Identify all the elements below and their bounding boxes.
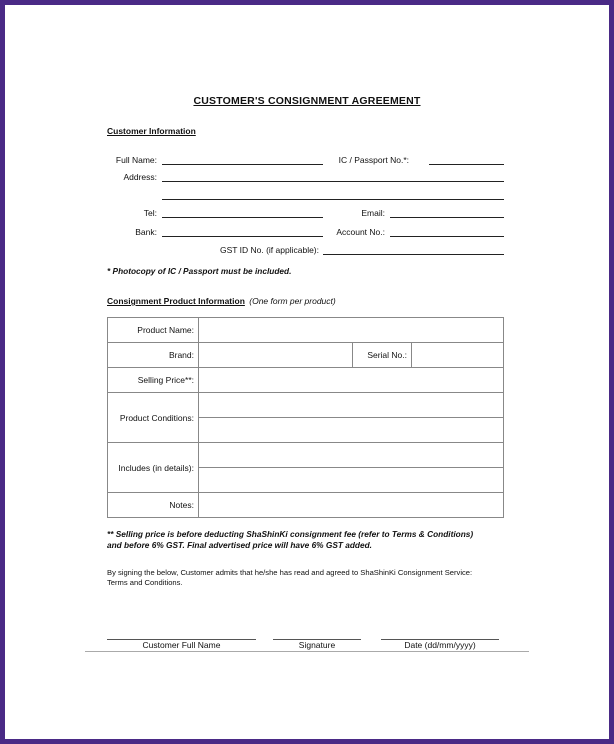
agreement-text <box>107 568 537 587</box>
full-name-label: Full Name: <box>115 155 157 165</box>
price-note <box>107 529 527 551</box>
customer-name-caption: Customer Full Name <box>142 640 221 650</box>
footer-divider <box>85 651 529 652</box>
includes-label: Includes (in details): <box>108 443 199 493</box>
serial-label: Serial No.: <box>353 343 412 368</box>
gst-label: GST ID No. (if applicable): <box>219 245 319 255</box>
ic-passport-label: IC / Passport No.*: <box>338 155 409 165</box>
conditions-field-line1[interactable] <box>199 393 504 418</box>
product-info-heading: Consignment Product Information <box>107 296 245 306</box>
selling-price-field[interactable] <box>199 368 504 393</box>
notes-label: Notes: <box>108 493 199 518</box>
bank-label: Bank: <box>135 227 157 237</box>
product-name-field[interactable] <box>199 318 504 343</box>
customer-info-heading: Customer Information <box>107 126 196 136</box>
document-title: CUSTOMER'S CONSIGNMENT AGREEMENT <box>193 95 421 107</box>
address-label: Address: <box>123 172 157 182</box>
gst-field[interactable] <box>323 254 504 255</box>
account-label: Account No.: <box>336 227 385 237</box>
notes-field[interactable] <box>199 493 504 518</box>
agreement-line2: Terms and Conditions. <box>107 577 183 587</box>
tel-label: Tel: <box>143 208 157 218</box>
includes-field-line2[interactable] <box>199 468 504 493</box>
photocopy-note: * Photocopy of IC / Passport must be included. <box>107 266 292 276</box>
bank-field[interactable] <box>162 236 323 237</box>
signature-caption: Signature <box>298 640 336 650</box>
account-field[interactable] <box>390 236 504 237</box>
full-name-field[interactable] <box>162 164 323 165</box>
price-note-line1: ** Selling price is before deducting ShaShinKi consignment fee (refer to Terms & Conditions) <box>107 529 474 539</box>
document-page <box>5 5 609 739</box>
product-info-heading-row <box>107 296 336 306</box>
address-field-line1[interactable] <box>162 181 504 182</box>
serial-field[interactable] <box>412 343 504 368</box>
agreement-line1: By signing the below, Customer admits that he/she has read and agreed to ShaShinKi Consignment Service: <box>107 568 473 577</box>
includes-field-line1[interactable] <box>199 443 504 468</box>
tel-field[interactable] <box>162 217 323 218</box>
brand-field[interactable] <box>199 343 353 368</box>
ic-passport-field[interactable] <box>429 164 504 165</box>
email-field[interactable] <box>390 217 504 218</box>
product-info-table <box>107 317 504 518</box>
conditions-label: Product Conditions: <box>108 393 199 443</box>
product-info-subheading: (One form per product) <box>249 296 336 306</box>
selling-price-label: Selling Price**: <box>108 368 199 393</box>
conditions-field-line2[interactable] <box>199 418 504 443</box>
product-name-label: Product Name: <box>108 318 199 343</box>
email-label: Email: <box>361 208 385 218</box>
brand-label: Brand: <box>108 343 199 368</box>
date-caption: Date (dd/mm/yyyy) <box>404 640 476 650</box>
address-field-line2[interactable] <box>162 199 504 200</box>
price-note-line2: and before 6% GST. Final advertised price will have 6% GST added. <box>107 540 372 550</box>
